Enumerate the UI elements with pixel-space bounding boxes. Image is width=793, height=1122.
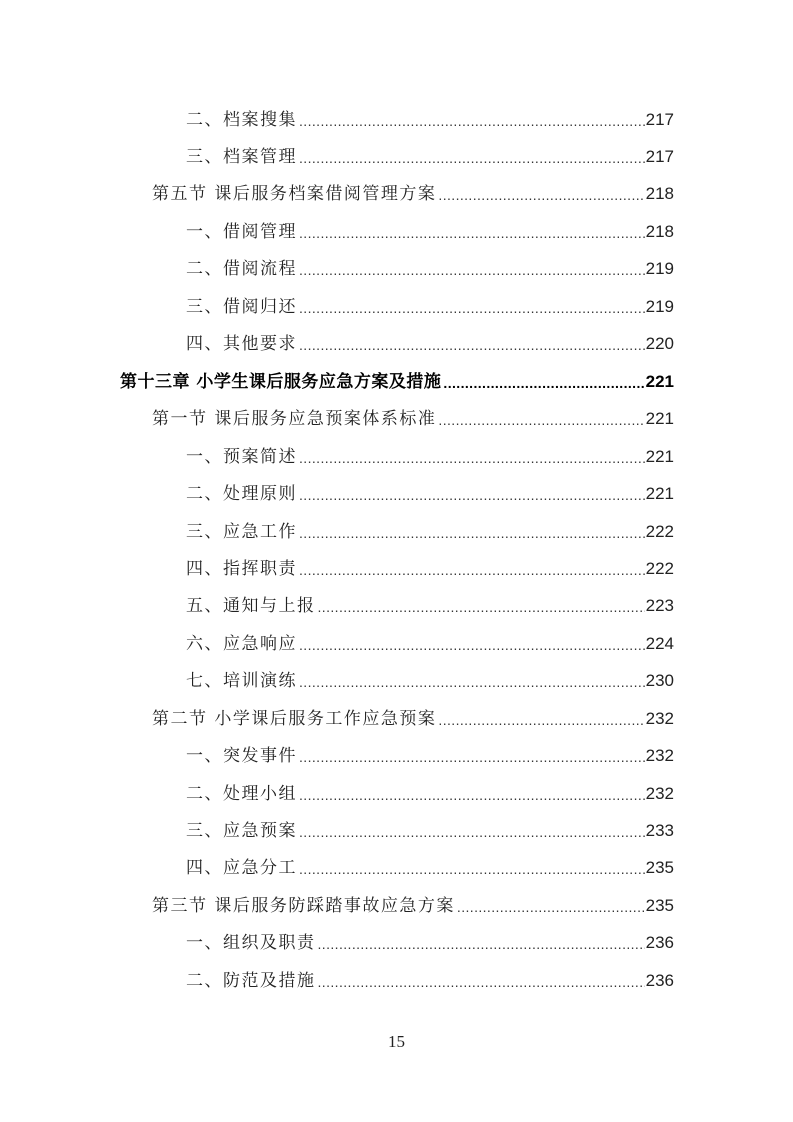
dot-leader [299, 672, 645, 693]
toc-entry-label: 第十三章 小学生课后服务应急方案及措施 [120, 372, 442, 392]
toc-entry-page: 221 [645, 409, 674, 428]
dot-leader [299, 148, 645, 169]
toc-entry-label: 六、应急响应 [186, 634, 297, 654]
toc-entry-label: 第一节 课后服务应急预案体系标准 [152, 409, 437, 429]
toc-entry-page: 233 [645, 821, 674, 840]
dot-leader [299, 747, 645, 768]
toc-entry[interactable] [186, 590, 674, 618]
toc-entry-page: 218 [645, 222, 674, 241]
toc-entry-page: 221 [645, 484, 674, 503]
toc-entry[interactable] [186, 253, 674, 281]
dot-leader [318, 934, 645, 955]
toc-entry-page: 235 [645, 858, 674, 877]
toc-entry-page: 223 [645, 596, 674, 615]
dot-leader [299, 822, 645, 843]
dot-leader [299, 785, 645, 806]
page-number: 15 [388, 1032, 405, 1051]
toc-entry-page: 232 [645, 709, 674, 728]
dot-leader [299, 859, 645, 880]
toc-entry-label: 第二节 小学课后服务工作应急预案 [152, 709, 437, 729]
toc-entry-page: 232 [645, 746, 674, 765]
toc-entry-label: 三、借阅归还 [186, 297, 297, 317]
toc-entry-label: 第三节 课后服务防踩踏事故应急方案 [152, 896, 455, 916]
dot-leader [299, 448, 645, 469]
toc-entry-label: 二、借阅流程 [186, 259, 297, 279]
toc-entry-page: 220 [645, 334, 674, 353]
toc-entry-label: 二、防范及措施 [186, 971, 316, 991]
toc-entry[interactable] [152, 178, 674, 206]
toc-entry-page: 236 [645, 971, 674, 990]
toc-entry[interactable] [186, 328, 674, 356]
toc-entry[interactable] [186, 441, 674, 469]
dot-leader [318, 972, 645, 993]
toc-entry[interactable] [186, 104, 674, 132]
toc-entry[interactable] [152, 703, 674, 731]
toc-entry-page: 230 [645, 671, 674, 690]
toc-entry-page: 236 [645, 933, 674, 952]
dot-leader [299, 560, 645, 581]
toc-entry-page: 221 [645, 447, 674, 466]
toc-entry-label: 一、突发事件 [186, 746, 297, 766]
toc-entry-label: 三、应急工作 [186, 522, 297, 542]
toc-entry-page: 232 [645, 784, 674, 803]
toc-entry[interactable] [186, 665, 674, 693]
toc-entry-page: 219 [645, 259, 674, 278]
toc-entry-page: 222 [645, 522, 674, 541]
toc-entry[interactable] [186, 478, 674, 506]
dot-leader [299, 111, 645, 132]
toc-entry-label: 四、其他要求 [186, 334, 297, 354]
toc-entry[interactable] [186, 216, 674, 244]
toc-entry-label: 四、指挥职责 [186, 559, 297, 579]
toc-entry-label: 一、预案简述 [186, 447, 297, 467]
dot-leader [299, 523, 645, 544]
toc-entry[interactable] [186, 628, 674, 656]
toc-entry-label: 五、通知与上报 [186, 596, 316, 616]
dot-leader [438, 710, 644, 731]
toc-entry[interactable] [186, 778, 674, 806]
toc-entry[interactable] [186, 141, 674, 169]
toc-entry-page: 235 [645, 896, 674, 915]
toc-entry[interactable] [186, 852, 674, 880]
toc-entry-page: 218 [645, 184, 674, 203]
dot-leader [299, 260, 645, 281]
toc-entry-page: 219 [645, 297, 674, 316]
dot-leader [299, 485, 645, 506]
toc-entry[interactable] [186, 516, 674, 544]
dot-leader [299, 223, 645, 244]
toc-entry-label: 第五节 课后服务档案借阅管理方案 [152, 184, 437, 204]
toc-entry-label: 三、档案管理 [186, 147, 297, 167]
toc-entry-page: 222 [645, 559, 674, 578]
toc-entry[interactable] [186, 553, 674, 581]
toc-entry-label: 七、培训演练 [186, 671, 297, 691]
dot-leader [438, 185, 644, 206]
toc-entry[interactable] [186, 740, 674, 768]
toc-entry-label: 二、处理小组 [186, 784, 297, 804]
toc-chapter-entry[interactable] [120, 366, 674, 394]
toc-entry-page: 217 [645, 147, 674, 166]
toc-entry-label: 一、借阅管理 [186, 222, 297, 242]
toc-entry-label: 二、档案搜集 [186, 110, 297, 130]
toc-entry[interactable] [186, 927, 674, 955]
dot-leader [299, 298, 645, 319]
toc-entry-label: 二、处理原则 [186, 484, 297, 504]
dot-leader [318, 597, 645, 618]
dot-leader [438, 410, 644, 431]
toc-entry[interactable] [152, 890, 674, 918]
toc-entry-label: 一、组织及职责 [186, 933, 316, 953]
toc-entry[interactable] [186, 291, 674, 319]
toc-entry-page: 224 [645, 634, 674, 653]
dot-leader [299, 635, 645, 656]
toc-entry[interactable] [152, 403, 674, 431]
toc-entry[interactable] [186, 815, 674, 843]
dot-leader [457, 897, 645, 918]
dot-leader [299, 335, 645, 356]
toc-entry[interactable] [186, 965, 674, 993]
toc-entry-label: 四、应急分工 [186, 858, 297, 878]
dot-leader [443, 373, 644, 394]
toc-entry-page: 221 [645, 372, 674, 391]
toc-entry-page: 217 [645, 110, 674, 129]
toc-entry-label: 三、应急预案 [186, 821, 297, 841]
